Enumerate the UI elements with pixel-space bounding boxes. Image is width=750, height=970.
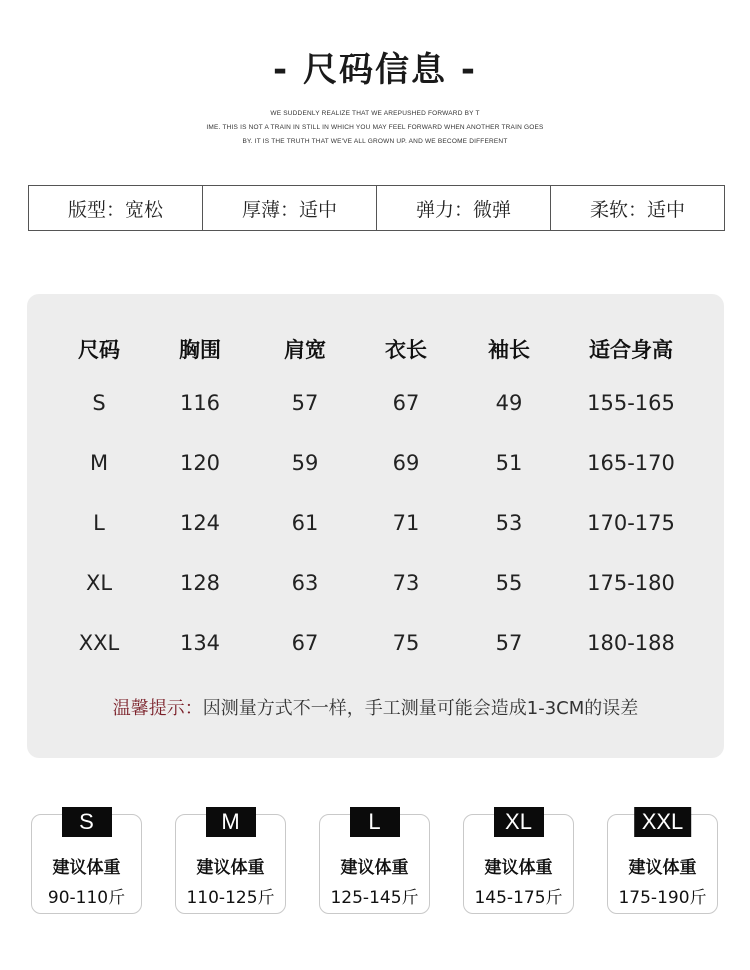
tip-text: 因测量方式不一样，手工测量可能会造成1-3CM的误差 — [202, 698, 639, 719]
header-sleeve: 袖长 — [488, 338, 530, 362]
cell-length: 75 — [392, 631, 420, 655]
page-title: - 尺码信息 - — [273, 50, 477, 90]
weight-card-m — [175, 809, 286, 914]
weight-recommendations — [0, 800, 750, 920]
cell-chest: 128 — [179, 571, 221, 595]
cell-length: 73 — [392, 571, 420, 595]
cell-shoulder: 63 — [291, 571, 319, 595]
weight-title: 建议体重 — [484, 858, 553, 878]
cell-sleeve: 51 — [495, 451, 523, 475]
weight-range: 90-110斤 — [47, 888, 126, 908]
cell-shoulder: 57 — [291, 391, 319, 415]
weight-range: 125-145斤 — [330, 888, 419, 908]
attribute-fit: 版型：宽松 — [29, 186, 203, 230]
cell-sleeve: 57 — [495, 631, 523, 655]
cell-height: 175-180 — [587, 571, 675, 595]
weight-card-l — [319, 809, 430, 914]
header-length: 衣长 — [385, 338, 427, 362]
cell-sleeve: 53 — [495, 511, 523, 535]
weight-title: 建议体重 — [628, 858, 697, 878]
cell-chest: 120 — [179, 451, 221, 475]
header-size: 尺码 — [78, 338, 120, 362]
cell-shoulder: 61 — [291, 511, 319, 535]
header-shoulder: 肩宽 — [284, 338, 326, 362]
table-row — [27, 503, 724, 543]
cell-size: M — [89, 451, 109, 475]
cell-size: XXL — [78, 631, 120, 655]
cell-height: 180-188 — [587, 631, 675, 655]
size-badge: L — [350, 807, 400, 837]
size-badge: XXL — [634, 807, 692, 837]
cell-length: 69 — [392, 451, 420, 475]
tip-label: 温馨提示： — [112, 698, 203, 719]
subtitle-line-3: BY. IT IS THE TRUTH THAT WE'VE ALL GROWN UP. AND WE BECOME DIFFERENT — [242, 138, 508, 145]
header-height: 适合身高 — [589, 338, 673, 362]
attribute-softness: 柔软：适中 — [589, 198, 685, 221]
cell-shoulder: 59 — [291, 451, 319, 475]
weight-range: 110-125斤 — [186, 888, 275, 908]
attribute-thickness: 厚薄：适中 — [203, 186, 377, 230]
subtitle-line-2: IME. THIS IS NOT A TRAIN IN STILL IN WHICH YOU MAY FEEL FORWARD WHEN ANOTHER TRAIN GOES — [206, 124, 544, 131]
weight-card-s — [31, 809, 142, 914]
cell-length: 67 — [392, 391, 420, 415]
weight-title: 建议体重 — [196, 858, 265, 878]
table-row — [27, 443, 724, 483]
weight-title: 建议体重 — [340, 858, 409, 878]
cell-size: S — [92, 391, 106, 415]
cell-height: 170-175 — [587, 511, 675, 535]
cell-height: 165-170 — [587, 451, 675, 475]
cell-sleeve: 49 — [495, 391, 523, 415]
weight-title: 建议体重 — [52, 858, 121, 878]
size-chart-panel — [27, 294, 724, 758]
table-row — [27, 563, 724, 603]
subtitle-line-1: WE SUDDENLY REALIZE THAT WE AREPUSHED FORWARD BY T — [270, 110, 480, 117]
cell-length: 71 — [392, 511, 420, 535]
cell-sleeve: 55 — [495, 571, 523, 595]
cell-height: 155-165 — [587, 391, 675, 415]
measurement-tip — [27, 694, 724, 720]
table-row — [27, 383, 724, 423]
attribute-bar — [28, 185, 725, 231]
weight-card-xl — [463, 809, 574, 914]
size-badge: S — [62, 807, 112, 837]
weight-range: 145-175斤 — [474, 888, 563, 908]
table-row — [27, 623, 724, 663]
size-badge: XL — [494, 807, 544, 837]
attribute-elasticity: 弹力：微弹 — [377, 186, 551, 230]
cell-size: XL — [85, 571, 113, 595]
cell-size: L — [93, 511, 105, 535]
table-header-row — [27, 330, 724, 370]
header-chest: 胸围 — [179, 338, 221, 362]
cell-chest: 124 — [179, 511, 221, 535]
weight-card-xxl — [607, 809, 718, 914]
cell-chest: 116 — [179, 391, 221, 415]
cell-chest: 134 — [179, 631, 221, 655]
size-badge: M — [206, 807, 256, 837]
cell-shoulder: 67 — [291, 631, 319, 655]
weight-range: 175-190斤 — [618, 888, 707, 908]
